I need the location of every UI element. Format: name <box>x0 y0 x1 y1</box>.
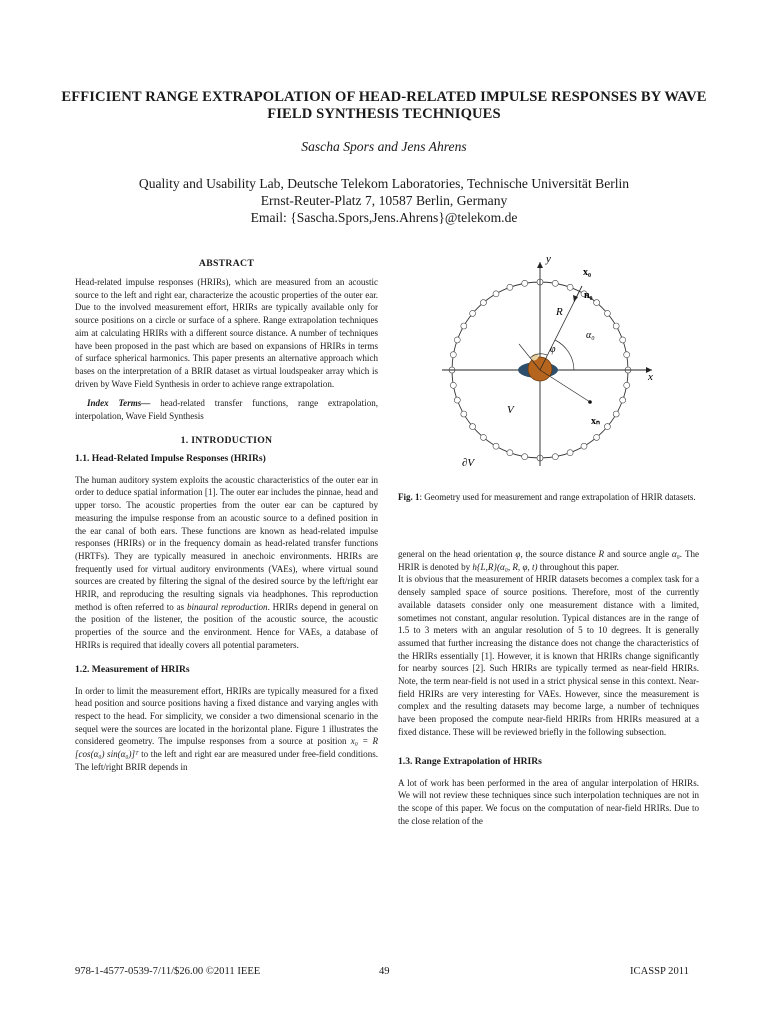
sub2-math: x₀ = R [cos(α₀) sin(α₀)]ᵀ <box>75 736 378 760</box>
rp1-math-R: R <box>598 549 605 559</box>
loudspeaker-mark <box>507 450 513 456</box>
head-shape <box>528 357 552 381</box>
loudspeaker-mark <box>470 310 476 316</box>
rp1-a: general on the head orientation <box>398 549 516 559</box>
footer-page-number: 49 <box>379 966 390 977</box>
affiliation-line-3: Email: {Sascha.Spors,Jens.Ahrens}@telekom.de <box>250 210 518 225</box>
label-xn: xₙ <box>591 416 600 427</box>
right-para-1 <box>398 548 699 573</box>
sub2-text-part-b: to the left and right ear are measured under free-field conditions. The left/right BRIR depends in <box>75 749 378 772</box>
loudspeaker-mark <box>461 323 467 329</box>
label-y: y <box>546 253 551 265</box>
index-terms-label: Index Terms— <box>87 398 151 409</box>
loudspeaker-mark <box>450 352 456 358</box>
sub1-text-part-a: The human auditory system exploits the acoustic characteristics of the outer ear in order to deduce spatial information [1]. The outer ear includes the pinnae, head and upper torso. The acoustic properties from the outer ear can be captured by measuring the impulse response from an acoustic source to a defined position in the ear canal of both ears. These functions are known as head-related impulse responses (HRIRs) or in the frequency domain as head-related transfer functions (HRTFs). They are typically measured in anechoic environments. HRIRs are frequently used for virtual auditory environments (VAEs), where virtual sound sources are created by filtering the signal of the desired source by the left/right ear HRIR, and reproducing the resulting signals via headphones. This reproduction method is often referred to as <box>75 474 378 612</box>
loudspeaker-mark <box>552 454 558 460</box>
loudspeaker-mark <box>522 454 528 460</box>
loudspeaker-mark <box>493 443 499 449</box>
loudspeaker-mark <box>450 382 456 388</box>
footer-conference: ICASSP 2011 <box>630 966 689 977</box>
loudspeaker-mark <box>613 411 619 417</box>
subsection-1-2-text <box>75 685 378 774</box>
figure-caption <box>398 491 699 504</box>
abstract-heading: ABSTRACT <box>198 258 255 269</box>
loudspeaker-mark <box>493 291 499 297</box>
loudspeaker-mark <box>624 352 630 358</box>
rp1-e: throughout this paper. <box>537 561 619 572</box>
y-axis-arrow <box>537 262 543 268</box>
loudspeaker-mark <box>594 300 600 306</box>
subsection-1-3-heading: 1.3. Range Extrapolation of HRIRs <box>398 755 542 767</box>
rp1-d: . The HRIR is denoted by <box>398 549 700 572</box>
loudspeaker-mark <box>567 284 573 290</box>
index-terms-text: head-related transfer functions, range extrapolation, interpolation, Wave Field Synthesis <box>75 398 378 422</box>
label-phi: φ <box>550 344 556 355</box>
label-x0: x₀ <box>583 267 591 278</box>
sub2-text-part-a: In order to limit the measurement effort, HRIRs are typically measured for a fixed head position and source positions having a fixed distance and varying angles with respect to the head. For simplicity, we consider a two dimensional scenario in the sequel were the sources are located in the horizontal plane. Figure 1 illustrates the considered geometry. The impulse responses from a source at position <box>75 685 378 747</box>
alpha-arc <box>555 340 574 370</box>
subsection-1-1-text <box>75 474 378 652</box>
footer-copyright: 978-1-4577-0539-7/11/$26.00 ©2011 IEEE <box>75 966 261 977</box>
label-V: V <box>507 404 514 416</box>
sub1-text-part-b: . HRIRs depend in general on the position of the listener, the position of the acoustic source, the acoustic properties of the source and the environment. Hence for VAEs, a database of HRIRs is required that ideally covers all potential parameters. <box>75 601 378 650</box>
caption-label: Fig. 1 <box>398 492 420 502</box>
label-dV: ∂V <box>462 457 475 469</box>
subsection-1-1-heading: 1.1. Head-Related Impulse Responses (HRIRs) <box>75 452 266 464</box>
loudspeaker-mark <box>613 323 619 329</box>
loudspeaker-mark <box>594 434 600 440</box>
loudspeaker-mark <box>480 434 486 440</box>
paper-authors: Sascha Spors and Jens Ahrens <box>301 139 467 154</box>
affiliation-block <box>0 175 768 226</box>
caption-text: : Geometry used for measurement and range extrapolation of HRIR datasets. <box>419 492 696 502</box>
loudspeaker-mark <box>604 424 610 430</box>
rp1-b: , the source distance <box>520 549 599 559</box>
geometry-diagram <box>428 252 668 476</box>
subsection-1-3-text: A lot of work has been performed in the area of angular interpolation of HRIRs. We will not review these techniques since such interpolation techniques are not in the scope of this paper. We focus on the computation of near-field HRIRs. Due to the close relation of the <box>398 777 699 826</box>
loudspeaker-mark <box>480 300 486 306</box>
loudspeaker-mark <box>620 397 626 403</box>
loudspeaker-mark <box>454 337 460 343</box>
rp1-math-h: h{L,R}(α₀, R, φ, t) <box>472 561 538 572</box>
right-para-2: It is obvious that the measurement of HRIR datasets becomes a complex task for a densely sampled space of source positions. Therefore, most of the currently available datasets consider only one measurement distance with a limited, sometimes not constant, angular resolution. Typical distances are in the range of 1.5 to 3 meters with an angular resolution of 5 to 10 degrees. It is generally assumed that further increasing the distance does not change the characteristics of the HRIRs essentially [1]. However, it is known that HRIRs change significantly for nearby sources [2]. Such HRIRs are typically termed as near-field HRIRs. Note, the term near-field is not used in a strict physical sense in this context. Near-field HRIRs are very interesting for VAEs. However, since the measurement is complex and the resulting datasets may become large, a number of techniques have been proposed the compute near-field HRIRs from HRIRs measured at a fixed distance. These will be reviewed briefly in the following subsection. <box>398 574 699 737</box>
figure-1 <box>428 252 668 476</box>
abstract-text: Head-related impulse responses (HRIRs), which are measured from an acoustic source to the left and right ear, characterize the acoustic properties of the outer ear. Due to the involved measurement effort, HRIRs are typically available only for source positions on a circle or surface of a sphere. Range extrapolation techniques aim at calculating HRIRs with a different source distance. A number of techniques have been proposed in the past which are based on expansions of HRIRs in terms of surface spherical harmonics. This paper presents an alternative approach which bases on the interpretation of a BRIR dataset as virtual loudspeaker array which is driven by Wave Field Synthesis in order to achieve range extrapolation. <box>75 277 378 389</box>
label-alpha0: α₀ <box>586 330 595 341</box>
loudspeaker-mark <box>454 397 460 403</box>
loudspeaker-mark <box>522 280 528 286</box>
loudspeaker-mark <box>620 337 626 343</box>
loudspeaker-mark <box>581 443 587 449</box>
index-terms <box>75 397 378 422</box>
loudspeaker-mark <box>552 280 558 286</box>
loudspeaker-mark <box>604 310 610 316</box>
xn-point <box>588 400 592 404</box>
loudspeaker-mark <box>624 382 630 388</box>
loudspeaker-mark <box>567 450 573 456</box>
rp1-math-phi: φ <box>515 549 521 559</box>
label-x: x <box>648 371 653 383</box>
right-column <box>398 548 699 827</box>
label-R: R <box>556 306 563 318</box>
sub1-text-emphasis: binaural reproduction <box>186 601 268 612</box>
loudspeaker-mark <box>507 284 513 290</box>
subsection-1-2-heading: 1.2. Measurement of HRIRs <box>75 663 190 675</box>
rp1-c: and source angle <box>604 549 672 559</box>
rp1-math-alpha: α₀ <box>671 549 680 559</box>
label-n0: n₀ <box>584 290 593 301</box>
loudspeaker-mark <box>461 411 467 417</box>
section-1-heading: 1. INTRODUCTION <box>180 434 273 446</box>
affiliation-line-1: Quality and Usability Lab, Deutsche Telekom Laboratories, Technische Universität Berlin <box>138 176 630 191</box>
paper-title: EFFICIENT RANGE EXTRAPOLATION OF HEAD-RELATED IMPULSE RESPONSES BY WAVE FIELD SYNTHESIS TECHNIQUES <box>61 89 707 122</box>
loudspeaker-mark <box>470 424 476 430</box>
affiliation-line-2: Ernst-Reuter-Platz 7, 10587 Berlin, Germany <box>260 193 508 208</box>
xn-line <box>540 370 590 402</box>
left-column <box>75 258 378 774</box>
